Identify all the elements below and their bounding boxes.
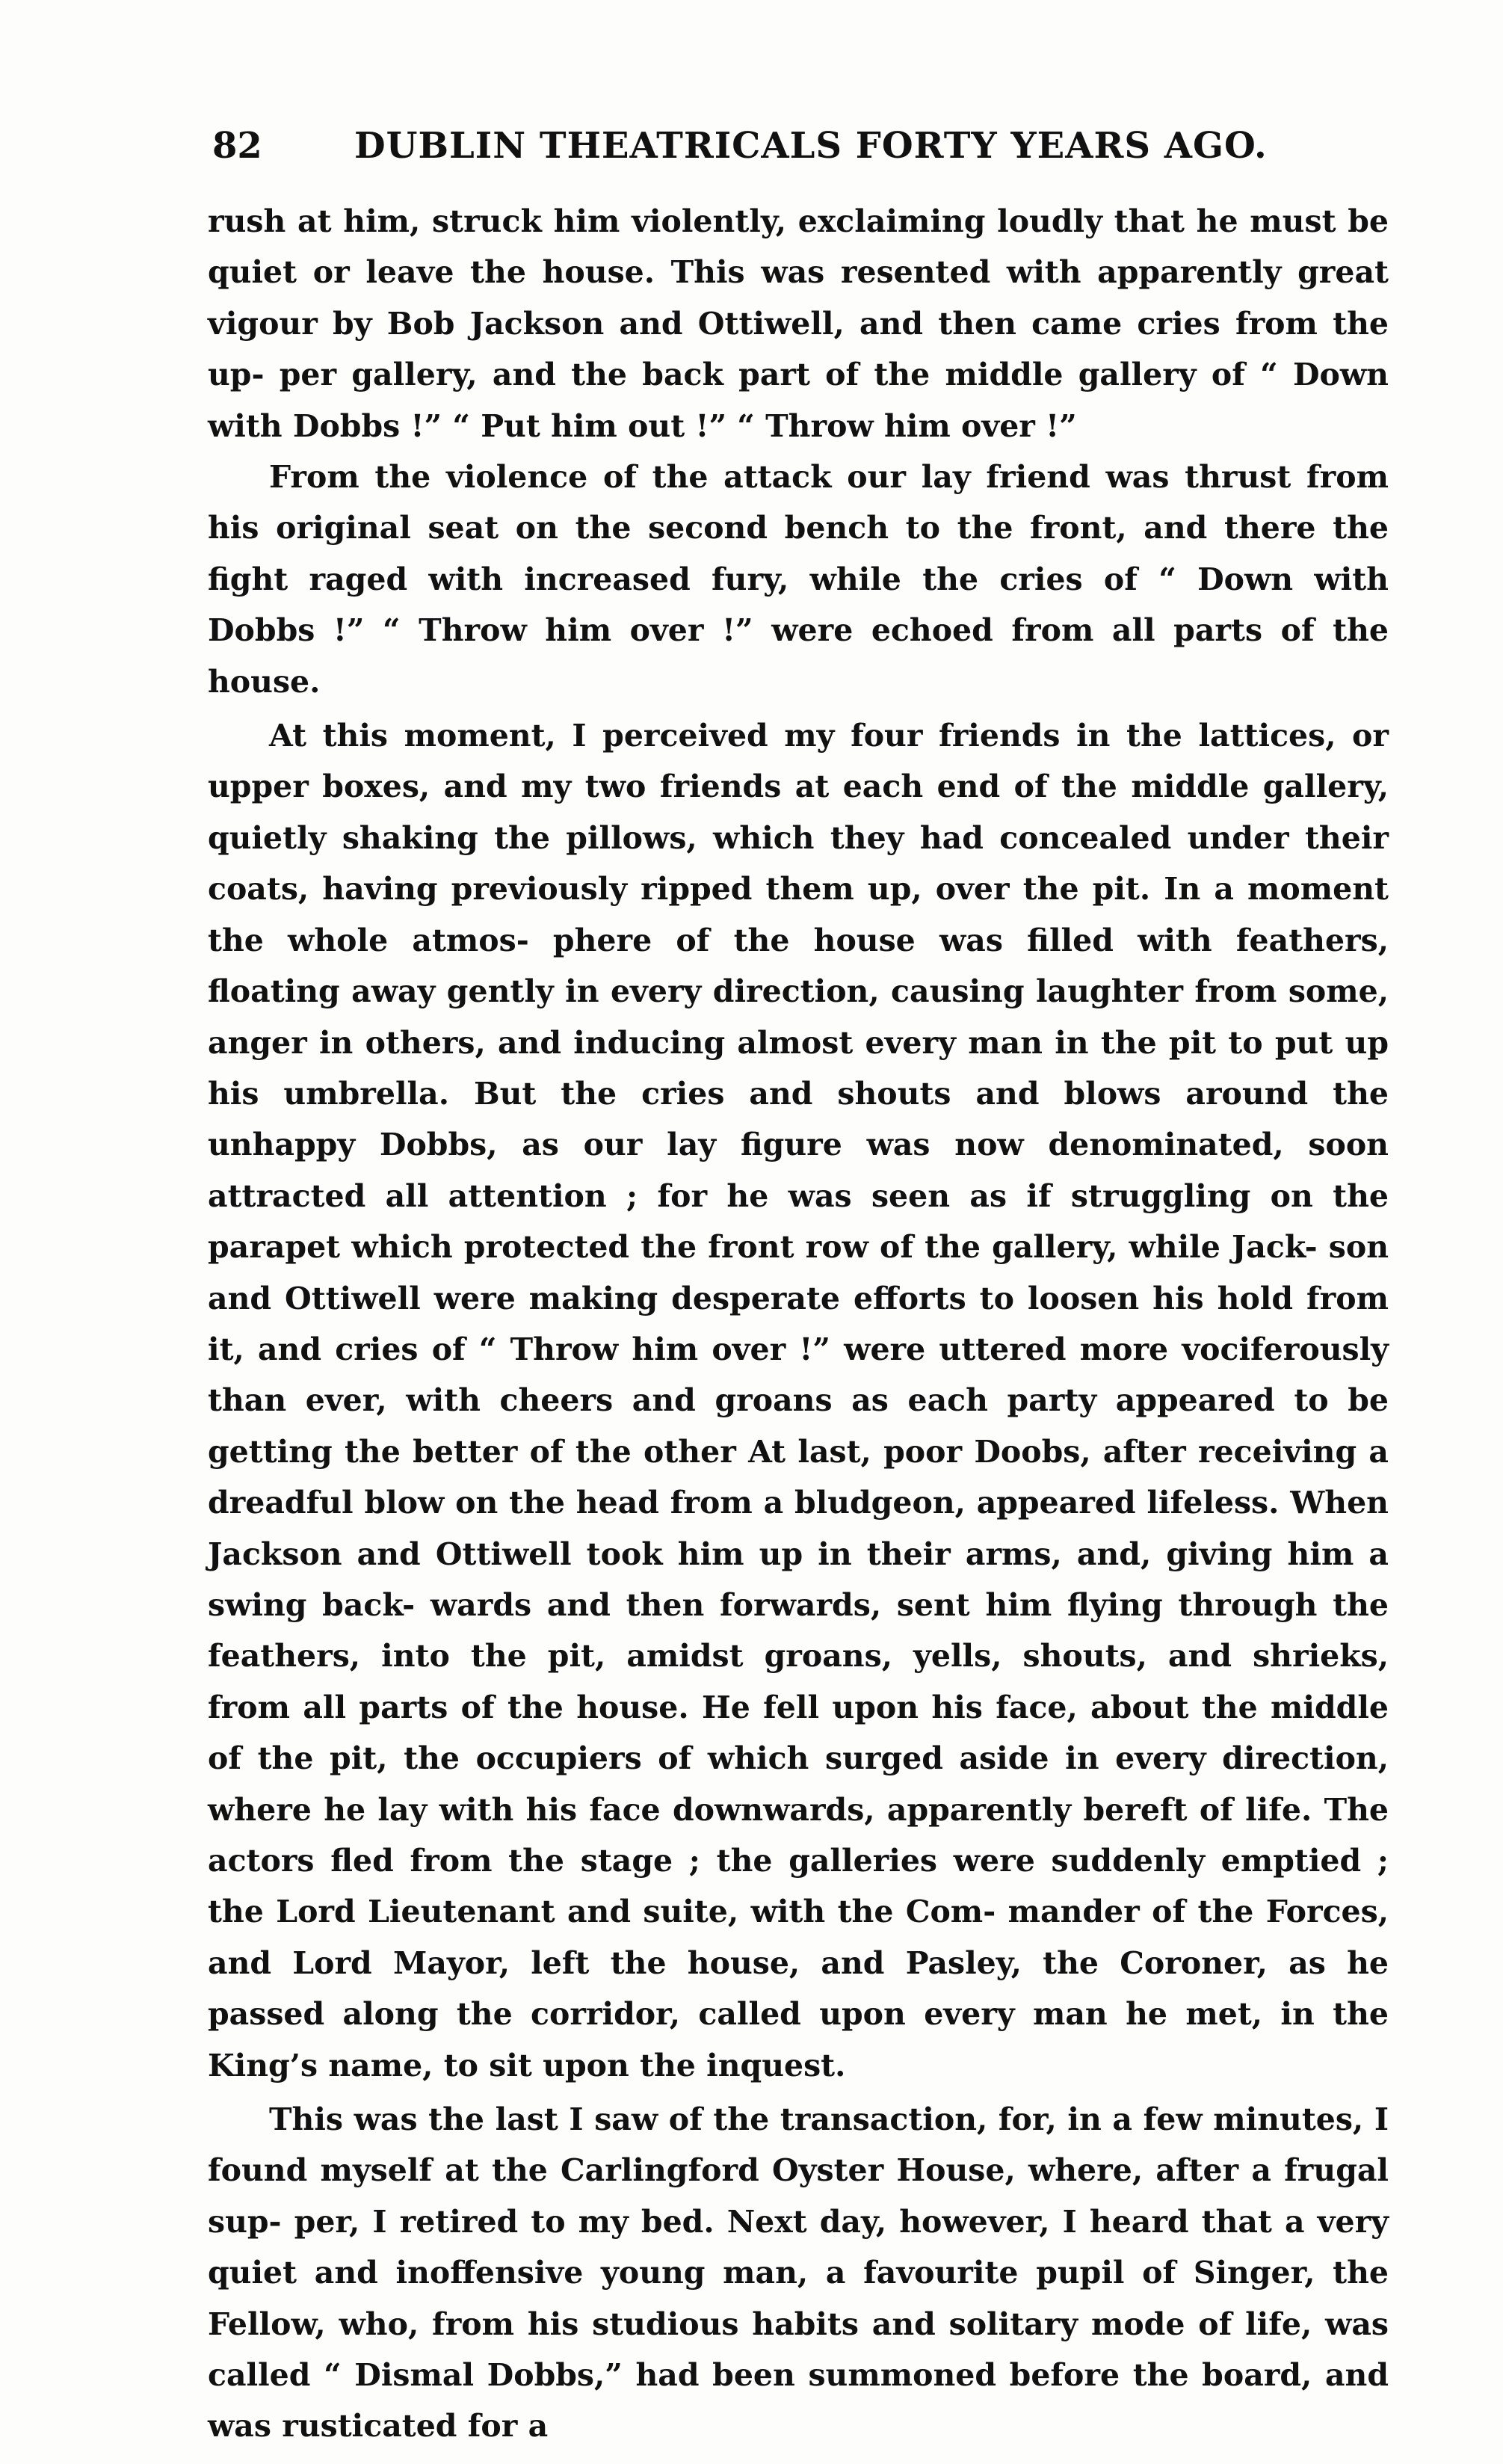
paragraph: This was the last I saw of the transaction, for, in a few minutes, I found myself at the Carlingford Oyster House, where, after a frugal sup- per, I retired to my bed. Next day, however, I heard that a very quiet and inoffensive young man, a favourite pupil of Singer, the Fellow, who, from his studious habits and solitary mode of life, was called “ Dismal Dobbs,” had been summoned before the board, and was rusticated for a <box>208 2101 1389 2445</box>
body-text <box>208 196 1389 2452</box>
page-number: 82 <box>212 125 262 167</box>
paragraph-continuation: rush at him, struck him violently, exclaiming loudly that he must be quiet or leave the house. This was resented with apparently great vigour by Bob Jackson and Ottiwell, and then came cries from the up- per gallery, and the back part of the middle gallery of “ Down with Dobbs !” “ Put him out !” “ Throw him over !” <box>208 203 1389 444</box>
running-title: DUBLIN THEATRICALS FORTY YEARS AGO. <box>354 125 1268 167</box>
running-header <box>212 112 1378 179</box>
paragraph: At this moment, I perceived my four friends in the lattices, or upper boxes, and my two friends at each end of the middle gallery, quietly shaking the pillows, which they had concealed under their coats, having previously ripped them up, over the pit. In a moment the whole atmos- phere of the house was filled with feathers, floating away gently in every direction, causing laughter from some, anger in others, and inducing almost every man in the pit to put up his umbrella. But the cries and shouts and blows around the unhappy Dobbs, as our lay figure was now denominated, soon attracted all attention ; for he was seen as if struggling on the parapet which protected the front row of the gallery, while Jack- son and Ottiwell were making desperate efforts to loosen his hold from it, and cries of “ Throw him over !” were uttered more vociferously than ever, with cheers and groans as each party appeared to be getting the better of the other At last, poor Doobs, after receiving a dreadful blow on the head from a bludgeon, appeared lifeless. When Jackson and Ottiwell took him up in their arms, and, giving him a swing back- wards and then forwards, sent him flying through the feathers, into the pit, amidst groans, yells, shouts, and shrieks, from all parts of the house. He fell upon his face, about the middle of the pit, the occupiers of which surged aside in every direction, where he lay with his face downwards, apparently bereft of life. The actors fled from the stage ; the galleries were suddenly emptied ; the Lord Lieutenant and suite, with the Com- mander of the Forces, and Lord Mayor, left the house, and Pasley, the Coroner, as he passed along the corridor, called upon every man he met, in the King’s name, to sit upon the inquest. <box>208 718 1389 2083</box>
paragraph: From the violence of the attack our lay friend was thrust from his original seat on the second bench to the front, and there the fight raged with increased fury, while the cries of “ Down with Dobbs !” “ Throw him over !” were echoed from all parts of the house. <box>208 459 1389 700</box>
